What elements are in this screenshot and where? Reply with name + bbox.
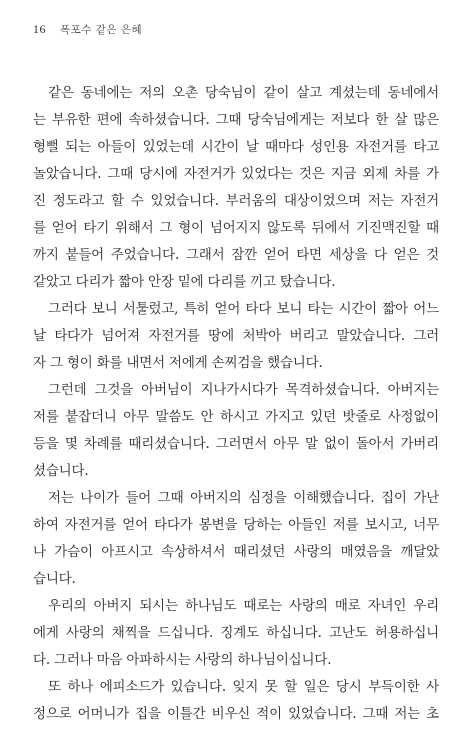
text-line: 셨습니다. <box>33 463 89 479</box>
text-line: 는 부유한 편에 속하셨습니다. 그때 당숙님에게는 저보다 한 살 많은 <box>33 112 439 128</box>
book-title: 폭포수 같은 은혜 <box>60 24 143 36</box>
text-line: 까지 붙들어 주었습니다. 그래서 잠깐 얻어 타면 세상을 다 얻은 것 <box>33 247 439 263</box>
text-line: 정으로 어머니가 집을 이틀간 비우신 적이 있었습니다. 그때 저는 초 <box>33 706 439 722</box>
text-line: 자 그 형이 화를 내면서 저에게 손찌검을 했습니다. <box>33 355 323 371</box>
text-line: 저를 붙잡더니 아무 말씀도 안 하시고 가지고 있던 밧줄로 사정없이 <box>33 409 439 425</box>
page-number: 16 <box>33 22 46 36</box>
text-line: 등을 몇 차례를 때리셨습니다. 그러면서 아무 말 없이 돌아서 가버리 <box>33 436 439 452</box>
text-line: 또 하나 에피소드가 있습니다. 잊지 못 할 일은 당시 부득이한 사 <box>48 679 439 695</box>
text-line: 그런데 그것을 아버님이 지나가시다가 목격하셨습니다. 아버지는 <box>48 382 439 398</box>
text-line: 습니다. <box>33 571 76 587</box>
text-line: 를 얻어 타기 위해서 그 형이 넘어지지 않도록 뒤에서 기진맥진할 때 <box>33 220 439 236</box>
text-line: 에게 사랑의 채찍을 드십니다. 징계도 하십니다. 고난도 허용하십니 <box>33 625 439 641</box>
running-header <box>33 22 142 37</box>
text-line: 같은 동네에는 저의 오촌 당숙님이 같이 살고 계셨는데 동네에서 <box>48 85 439 101</box>
text-line: 날 타다가 넘어져 자전거를 땅에 처박아 버리고 말았습니다. 그러 <box>33 328 439 344</box>
body-text <box>33 80 439 728</box>
text-line: 놀았습니다. 그때 당시에 자전거가 있었다는 것은 지금 외제 차를 가 <box>33 166 439 182</box>
text-line: 저는 나이가 들어 그때 아버지의 심정을 이해했습니다. 집이 가난 <box>48 490 439 506</box>
text-line: 그러다 보니 서툴렀고, 특히 얻어 타다 보니 타는 시간이 짧아 어느 <box>48 301 439 317</box>
text-line: 진 정도라고 할 수 있었습니다. 부러움의 대상이었으며 저는 자전거 <box>33 193 439 209</box>
text-line: 우리의 아버지 되시는 하나님도 때로는 사랑의 매로 자녀인 우리 <box>48 598 439 614</box>
text-line: 다. 그러나 마음 아파하시는 사랑의 하나님이십니다. <box>33 652 332 668</box>
text-line: 나 가슴이 아프시고 속상하셔서 때리셨던 사랑의 매였음을 깨달았 <box>33 544 439 560</box>
text-line: 형뻘 되는 아들이 있었는데 시간이 날 때마다 성인용 자전거를 타고 <box>33 139 439 155</box>
text-line: 같았고 다리가 짧아 안장 밑에 다리를 끼고 탔습니다. <box>33 274 336 290</box>
text-line: 하여 자전거를 얻어 타다가 봉변을 당하는 아들인 저를 보시고, 너무 <box>33 517 439 533</box>
